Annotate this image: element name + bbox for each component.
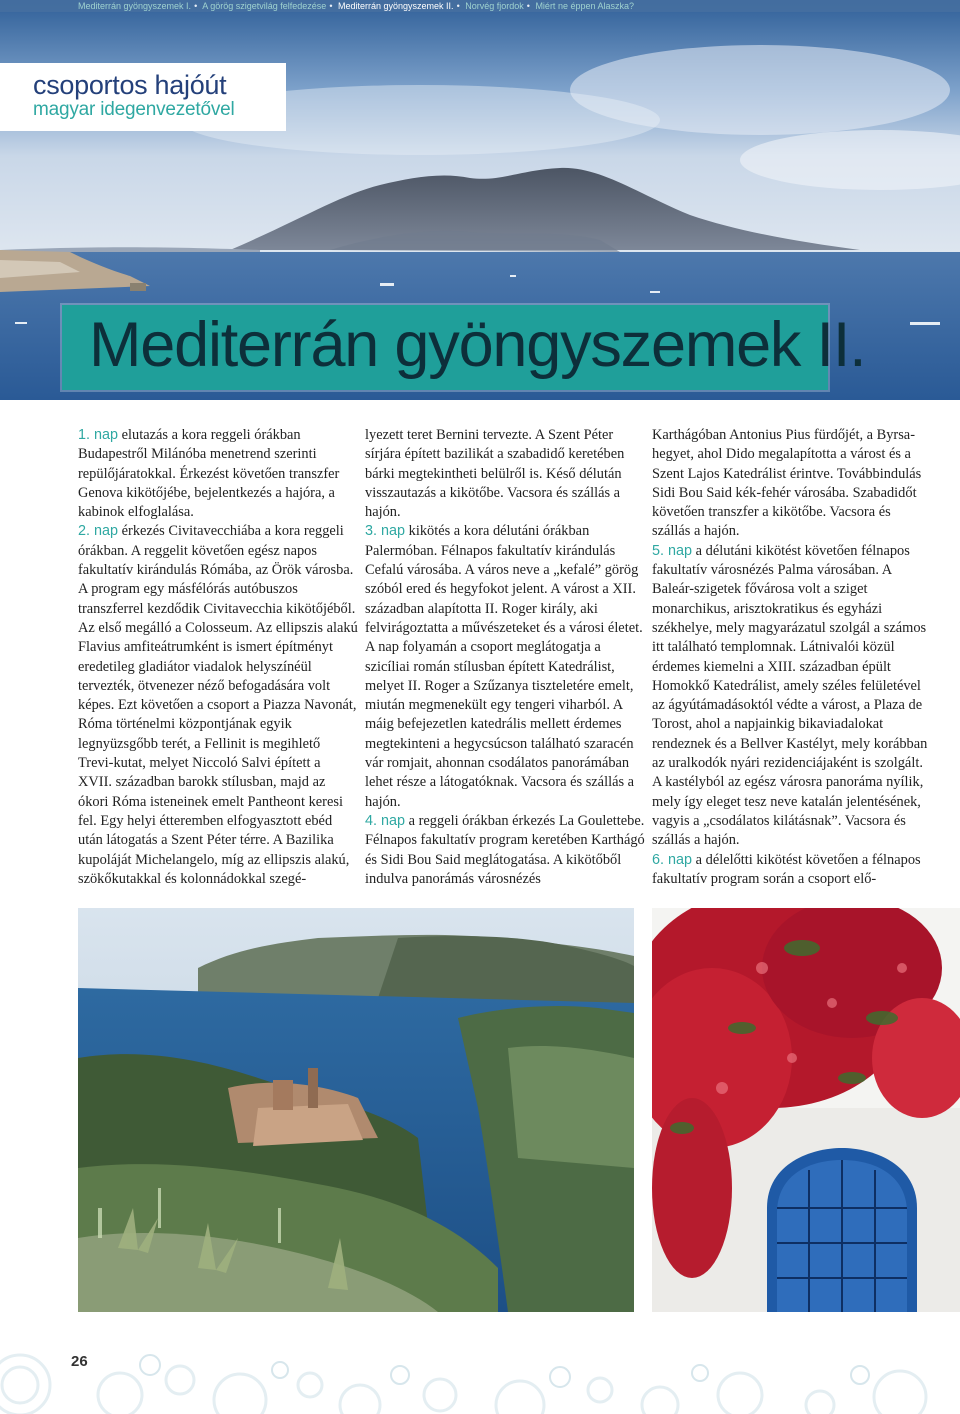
day-2-paragraph <box>78 522 358 889</box>
nav-item-med-1[interactable]: Mediterrán gyöngyszemek I. <box>78 1 192 11</box>
photo-bougainvillea-window <box>652 908 960 1312</box>
title-banner <box>62 305 866 390</box>
day-2-number: 2. nap <box>78 523 119 540</box>
day-4-text: a reggeli órákban érkezés La Goulettebe. Félnapos fakultatív program keretében Karthágó és Sidi Bou Said meglátogatása. A kikötőből indulva panorámás városnézés <box>365 812 645 887</box>
day-1-paragraph <box>78 426 358 522</box>
day-5-text: a délutáni kikötést követően félnapos fakultatív városnézés Palma városában. A Baleár-szigetek fővárosa volt a sziget monarchikus, arisztokratikus és egyházi székhelye, mely magyarázatul szolgál a számos itt található templomnak. Látnivalói közül érdemes kiemelni a XIII. században épült Homokkő Katedrálist, amely széles felületével az ágyútámadásoktól védte a várost, a Plaza de Torost, ahol a napjainkig bikaviadalokat rendeznek és a Bellver Kastélyt, mely korábban az uralkodók nyári rezidenciájaként is szolgált. A kastélyból az egész városra panoráma nyílik, mely így eleget tesz neve katalán jelentésének, vagyis a „csodálatos kilátásnak”. Vacsora és szállás a hajón. <box>652 542 928 849</box>
day-2-continued: lyezett teret Bernini tervezte. A Szent Péter sírjára épített bazilikát a szabadidő keretében bárki megtekintheti belülről is. Késő délután visszautazás a kikötőbe. Vacsora és szállás a hajón. <box>365 427 625 521</box>
day-4-paragraph <box>365 812 645 889</box>
page-number: 26 <box>71 1353 88 1370</box>
day-3-text: kikötés a kora délutáni órákban Palermóban. Félnapos fakultatív kirándulás Cefalú városába. A város neve a „kefalé” görög szóból ered és hegyfokot jelent. A várost a XII. században alapította II. Roger király, aki felvirágoztatta a művészeteket és a városi életet. A nap folyamán a csoport meglátogatja a szicíliai román stílusban épített Katedrálist, melyet II. Roger a Szűzanya tiszteletére emelt, miután megmenekült egy tengeri viharból. A máig befejezetlen katedrális mellett érdemes megtekinteni a hegycsúcson található szaracén vár romjait, ahonnan csodálatos panorámában lehet része a látogatóknak. Vacsora és szállás a hajón. <box>365 523 643 810</box>
day-4-continued: Karthágóban Antonius Pius fürdőjét, a Byrsa-hegyet, ahol Dido megalapította a várost és a Szent Lajos Katedrálist érintve. Továbbindulás Sidi Bou Said kék-fehér városába. Szabadidőt követően transzfer a kikötőbe. Vacsora és szállás a hajón. <box>652 427 922 540</box>
page-title: Mediterrán gyöngyszemek II. <box>89 310 866 380</box>
day-2-text: érkezés Civitavecchiába a kora reggeli órákban. A reggelit követően egész napos fakultatív kirándulás Rómába, az Örök városba. A program egy másfélórás autóbuszos transzferrel kezdődik Civitavecchia kikötőjéből. Az első megálló a Colosseum. Az ellipszis alakú Flavius amfiteátrumként is ismert építményt eredetileg gladiátor viadalok helyszínéül tervezték, ötvenezer néző befogadására volt képes. Ezt követően a csoport a Piazza Navonát, Róma történelmi központjának egyik legnyüzsgőbb terét, a Fellinit is megihlető Trevi-kutat, melyet Niccoló Salvi épített a XVII. században barokk stílusban, majd az ókori Róma isteneinek emelt Pantheont keresi fel. Egy helyi étteremben elfogyasztott ebéd után látogatás a Szent Péter térre. A Bazilika kupoláját Michelangelo, míg az ellipszis alakú, szökőkutakkal és kolonnádokkal szegé- <box>78 523 358 887</box>
day-6-paragraph <box>652 851 932 890</box>
day-3-paragraph <box>365 522 645 811</box>
hero-photo-vesuvius <box>0 0 960 400</box>
coastal-village-image <box>78 908 634 1312</box>
tour-type-line2: magyar idegenvezetővel <box>33 99 235 120</box>
nav-item-alaska[interactable]: Miért ne éppen Alaszka? <box>535 1 634 11</box>
day-1-text: elutazás a kora reggeli órákban Budapestről Milánóba menetrend szerinti repülőjáratokkal. Érkezést követően transzfer Genova kikötőjébe, bejelentkezés a hajóra, a kabinok elfoglalása. <box>78 427 340 521</box>
day-1-number: 1. nap <box>78 427 119 443</box>
tour-type-label <box>0 63 286 131</box>
text-column-2 <box>365 426 645 889</box>
bougainvillea-image <box>652 908 960 1312</box>
nav-item-greek-islands[interactable]: A görög szigetvilág felfedezése <box>202 1 327 11</box>
day-3-number: 3. nap <box>365 523 406 540</box>
photo-coastal-village <box>78 908 634 1312</box>
day-5-number: 5. nap <box>652 542 693 559</box>
day-4-number: 4. nap <box>365 812 406 829</box>
tour-type-line1: csoportos hajóút <box>33 70 227 100</box>
breadcrumb-nav: Mediterrán gyöngyszemek I. • A görög szigetvilág felfedezése • Mediterrán gyöngyszemek II. • Norvég fjordok • Miért ne éppen Alaszka? <box>0 0 960 12</box>
day-5-paragraph <box>652 542 932 851</box>
nav-item-norway[interactable]: Norvég fjordok <box>465 1 524 11</box>
nav-item-med-2[interactable]: Mediterrán gyöngyszemek II. <box>338 1 454 11</box>
text-column-3 <box>652 426 932 889</box>
text-column-1 <box>78 426 358 889</box>
day-6-text: a délelőtti kikötést követően a félnapos fakultatív program során a csoport elő- <box>652 851 921 887</box>
day-6-number: 6. nap <box>652 851 693 868</box>
decorative-circles <box>0 1325 960 1414</box>
